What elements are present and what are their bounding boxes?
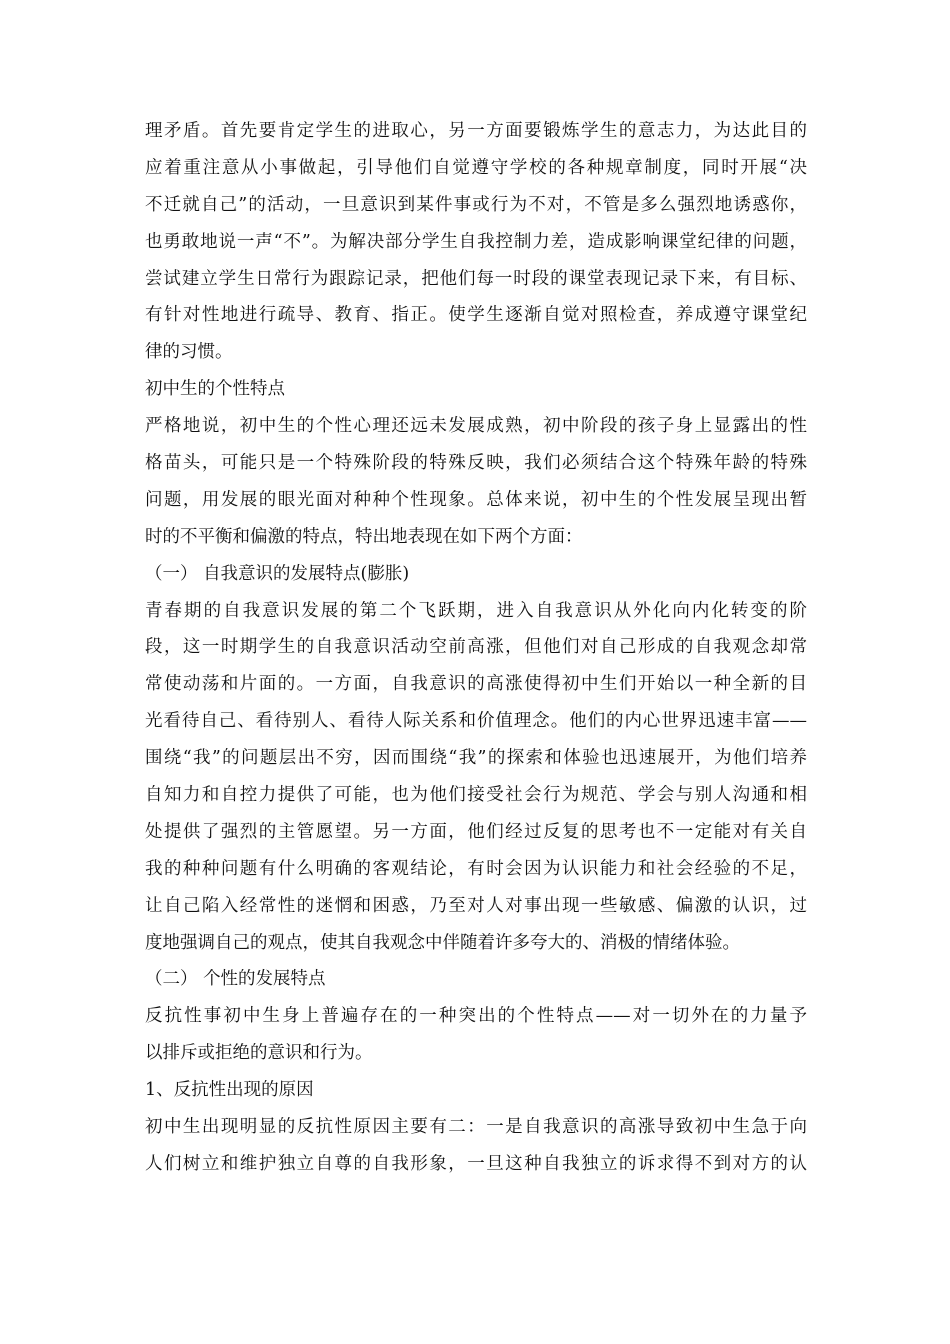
body-text-line: 反抗性事初中生身上普遍存在的一种突出的个性特点——对一切外在的力量予: [145, 1006, 807, 1027]
body-text-line: 光看待自己、看待别人、看待人际关系和价值理念。他们的内心世界迅速丰富——: [145, 711, 807, 732]
subsection-heading: （二） 个性的发展特点: [145, 969, 326, 990]
body-text-line: 时的不平衡和偏激的特点，特出地表现在如下两个方面：: [145, 526, 583, 547]
body-text-line: 不迁就自己”的活动，一旦意识到某件事或行为不对，不管是多么强烈地诱惑你，: [145, 194, 807, 215]
body-text-line: 段，这一时期学生的自我意识活动空前高涨，但他们对自己形成的自我观念却常: [145, 637, 807, 658]
body-text-line: 自知力和自控力提供了可能，也为他们接受社会行为规范、学会与别人沟通和相: [145, 785, 807, 806]
body-text-line: 人们树立和维护独立自尊的自我形象，一旦这种自我独立的诉求得不到对方的认: [145, 1153, 807, 1174]
body-text-line: 围绕“我”的问题层出不穷，因而围绕“我”的探索和体验也迅速展开，为他们培养: [145, 748, 807, 769]
body-text-line: 也勇敢地说一声“不”。为解决部分学生自我控制力差，造成影响课堂纪律的问题，: [145, 231, 807, 252]
body-text-line: 应着重注意从小事做起，引导他们自觉遵守学校的各种规章制度，同时开展“决: [145, 157, 807, 178]
body-text-line: 让自己陷入经常性的迷惘和困惑，乃至对人对事出现一些敏感、偏激的认识，过: [145, 895, 807, 916]
body-text-line: 律的习惯。: [145, 342, 233, 363]
body-text-line: 以排斥或拒绝的意识和行为。: [145, 1043, 373, 1064]
body-text-line: 我的种种问题有什么明确的客观结论，有时会因为认识能力和社会经验的不足，: [145, 858, 807, 879]
body-text-line: 有针对性地进行疏导、教育、指正。使学生逐渐自觉对照检查，养成遵守课堂纪: [145, 305, 807, 326]
body-text-line: 理矛盾。首先要肯定学生的进取心，另一方面要锻炼学生的意志力，为达此目的: [145, 121, 807, 141]
numbered-heading: 1、反抗性出现的原因: [145, 1080, 314, 1101]
document-body: [145, 113, 807, 1183]
body-text-line: 度地强调自己的观点，使其自我观念中伴随着许多夸大的、消极的情绪体验。: [145, 932, 740, 953]
body-text-line: 常使动荡和片面的。一方面，自我意识的高涨使得初中生们开始以一种全新的目: [145, 674, 807, 695]
body-text-line: 初中生出现明显的反抗性原因主要有二：一是自我意识的高涨导致初中生急于向: [145, 1117, 807, 1138]
body-text-line: 格苗头，可能只是一个特殊阶段的特殊反映，我们必须结合这个特殊年龄的特殊: [145, 453, 807, 474]
section-heading: 初中生的个性特点: [145, 379, 285, 400]
body-text-line: 问题，用发展的眼光面对种种个性现象。总体来说，初中生的个性发展呈现出暂: [145, 489, 807, 510]
body-text-line: 严格地说，初中生的个性心理还远未发展成熟，初中阶段的孩子身上显露出的性: [145, 416, 807, 437]
body-text-line: 处提供了强烈的主管愿望。另一方面，他们经过反复的思考也不一定能对有关自: [145, 821, 807, 842]
body-text-line: 青春期的自我意识发展的第二个飞跃期，进入自我意识从外化向内化转变的阶: [145, 600, 807, 621]
subsection-heading: （一） 自我意识的发展特点(膨胀): [145, 563, 410, 584]
body-text-line: 尝试建立学生日常行为跟踪记录，把他们每一时段的课堂表现记录下来，有目标、: [145, 268, 807, 289]
